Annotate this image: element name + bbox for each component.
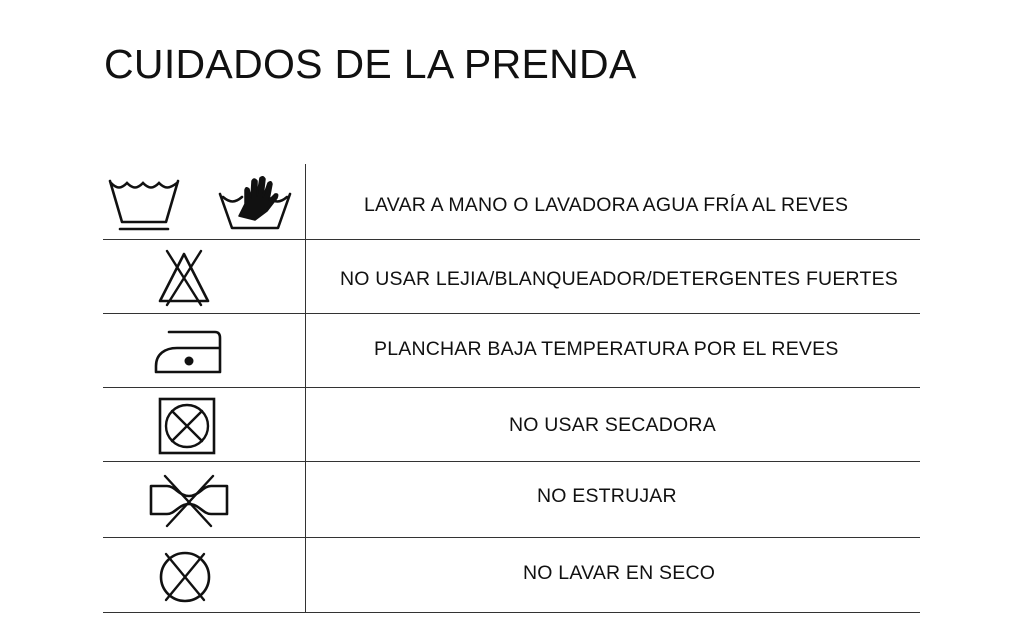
no-tumble-dry-icon <box>157 396 217 456</box>
care-instruction-text: NO ESTRUJAR <box>537 485 677 507</box>
text-cell <box>306 538 920 612</box>
care-row <box>103 538 920 613</box>
care-instruction-text: NO USAR LEJIA/BLANQUEADOR/DETERGENTES FUERTES <box>340 268 898 290</box>
icon-cell <box>103 388 305 461</box>
care-row <box>103 164 920 240</box>
care-instruction-text: LAVAR A MANO O LAVADORA AGUA FRÍA AL REVES <box>364 194 849 216</box>
care-instructions-table <box>103 164 920 613</box>
icon-cell <box>103 462 305 537</box>
icon-cell <box>103 538 305 612</box>
care-row <box>103 388 920 462</box>
no-bleach-icon <box>155 249 213 307</box>
no-dry-clean-icon <box>156 548 214 606</box>
text-cell <box>306 462 920 537</box>
text-cell <box>306 164 920 239</box>
icon-cell <box>103 164 305 239</box>
care-row <box>103 240 920 314</box>
icon-cell <box>103 240 305 313</box>
care-instruction-text: NO USAR SECADORA <box>509 414 716 436</box>
no-wring-icon <box>147 472 231 528</box>
care-instruction-text: PLANCHAR BAJA TEMPERATURA POR EL REVES <box>374 338 839 360</box>
page-title: CUIDADOS DE LA PRENDA <box>104 41 637 87</box>
hand-wash-icon <box>215 174 295 232</box>
text-cell <box>306 314 920 387</box>
care-row <box>103 314 920 388</box>
text-cell <box>306 240 920 313</box>
iron-low-temperature-icon <box>153 326 225 376</box>
text-cell <box>306 388 920 461</box>
icon-cell <box>103 314 305 387</box>
wash-basin-icon <box>107 178 181 232</box>
care-instruction-text: NO LAVAR EN SECO <box>523 562 716 584</box>
care-row <box>103 462 920 538</box>
